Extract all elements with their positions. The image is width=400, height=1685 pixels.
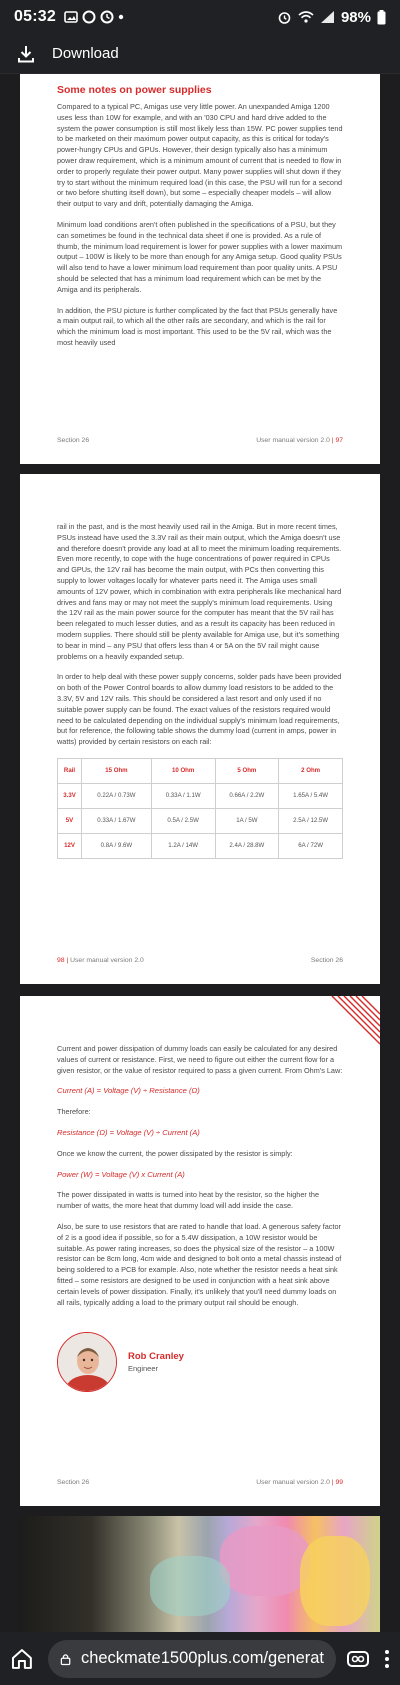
footer-section: Section 26 — [57, 1479, 90, 1486]
footer-separator: | — [331, 437, 334, 444]
table-header: 10 Ohm — [151, 758, 215, 783]
formula-current: Current (A) = Voltage (V) ÷ Resistance (Ω) — [57, 1086, 200, 1096]
table-cell: 0.5A / 2.5W — [151, 808, 215, 833]
table-cell: 0.8A / 9.6W — [82, 833, 152, 858]
pdf-page-99 — [20, 996, 380, 1506]
table-cell: 3.3V — [58, 783, 82, 808]
image-notification-icon — [64, 10, 78, 24]
author-name: Rob Cranley — [128, 1351, 184, 1363]
tab-switcher-icon[interactable] — [346, 1649, 370, 1669]
table-header-row — [58, 758, 343, 783]
sync-icon — [82, 10, 96, 24]
author-role: Engineer — [128, 1364, 159, 1374]
table-header: Rail — [58, 758, 82, 783]
table-cell: 12V — [58, 833, 82, 858]
table-cell: 0.33A / 1.1W — [151, 783, 215, 808]
dummy-load-table — [57, 758, 343, 859]
signal-icon — [320, 10, 335, 24]
author-avatar — [57, 1332, 117, 1392]
page-footer — [57, 957, 343, 964]
table-cell: 0.33A / 1.67W — [82, 808, 152, 833]
table-cell: 6A / 72W — [279, 833, 343, 858]
pdf-page-98 — [20, 474, 380, 984]
more-options-icon[interactable] — [384, 1648, 390, 1670]
table-cell: 1.65A / 5.4W — [279, 783, 343, 808]
paragraph: Also, be sure to use resistors that are rated to handle that load. A generous safety factor of 2 is a good idea if possible, so for a 5.4W dissipation, a 10W resistor would be suitable. As power rating increases, so does the physical size of the resistor – a 100W resistor can be 8cm long, 4cm wide and designed to bolt onto a metal chassis instead of being soldered to a PCB for example. Also, note whether the resistor needs a heat sink fitted – some resistors are designed to be used in conjunction with a heat sink above certain levels of power dissipation. Finally, it's unlikely that you'll need dummy loads on all rails, typically adding a load to the primary output rail should be enough. — [57, 1221, 342, 1307]
paragraph: Compared to a typical PC, Amigas use very little power. An unexpanded Amiga 1200 uses less than 10W for example, and with an '030 CPU and hard drive added to the system the power consumption is still most likely less than 15W. PC power supplies tend to be marketed on their maximum power output capacity, as this is critical for today's power-hungry CPUs and GPUs. However, their design typically also has a minimum power draw requirement, which is a minimum amount of current that is needed to flow in order to properly regulate their power output. Many power supplies will shut down if they try to start without the minimum required load (in this case, the PSU will run for a second or two before shutting itself down), but some – especially cheaper models – will allow their output to vary and drift, potentially damaging the Amiga. — [57, 102, 343, 209]
footer-manual-version: User manual version 2.0 — [256, 437, 330, 444]
formula-power: Power (W) = Voltage (V) x Current (A) — [57, 1169, 185, 1179]
table-header: 2 Ohm — [279, 758, 343, 783]
table-cell: 2.4A / 28.8W — [215, 833, 279, 858]
footer-separator: | — [66, 957, 69, 964]
paragraph: rail in the past, and is the most heavily used rail in the Amiga. But in more recent times, PSUs instead have used the 3.3V rail as their main output, which the Amiga doesn't use and therefore doesn't provide any load at all to meet the minimum loading requirements. Even more recently, to cope with the huge concentrations of power required in CPUs and GPUs, the 12V rail has become the main output, with PCs then converting this supply to lower voltages locally for whatever parts need it. The Amiga uses small amounts of 12V power, which in combination with extra peripherals like mechanical hard drives and fans may or may not meet the supply's minimum load requirements. Using the 12V rail as the main power source for the computer has meant that the 5V rail has been relegated to much lesser duties, and as a result its capacity has been reduced in modern supplies. There should still be plenty available for Amiga use, but it's something to bear in mind – any PSU that offers less than 4 or 5A on the 5V rail might cause problems on a heavily expanded setup. — [57, 522, 342, 661]
table-header: 15 Ohm — [82, 758, 152, 783]
table-cell: 5V — [58, 808, 82, 833]
alarm-icon — [277, 10, 292, 25]
browser-bottom-bar — [0, 1632, 400, 1685]
paragraph: In addition, the PSU picture is further complicated by the fact that PSUs generally have a main output rail, to which all the other rails are secondary, and which is the rail for which the minimum load is most important. This used to be the 5V rail, which was the most heavily used — [57, 305, 338, 347]
paragraph: Therefore: — [57, 1107, 91, 1117]
page-footer — [57, 437, 343, 444]
section-heading: Some notes on power supplies — [57, 84, 212, 96]
home-icon[interactable] — [10, 1647, 34, 1671]
download-bar[interactable] — [0, 34, 400, 74]
download-label[interactable]: Download — [52, 45, 119, 62]
url-text[interactable]: checkmate1500plus.com/generat — [80, 1649, 324, 1667]
page-number: 97 — [335, 437, 343, 444]
url-bar[interactable] — [48, 1640, 336, 1678]
table-cell: 1A / 5W — [215, 808, 279, 833]
paragraph: In order to help deal with these power supply concerns, solder pads have been provided on both of the Power Control boards to allow dummy load resistors to be added to the 3.3V, 5V and 12V rails. This should be considered a last resort and only used if no suitable power supply can be found. The exact values of the resistors required would need to be calculated depending on the individual supply's minimum load requirements, but for reference, the following table shows the dummy load (current in amps, power in watts) provided by certain resistors on each rail: — [57, 672, 342, 747]
table-cell: 0.22A / 0.73W — [82, 783, 152, 808]
footer-section: Section 26 — [310, 957, 343, 964]
dot-icon — [118, 14, 124, 20]
footer-manual-version: User manual version 2.0 — [70, 957, 144, 964]
pdf-page-image-preview — [20, 1516, 380, 1632]
paragraph: Current and power dissipation of dummy loads can easily be calculated for any desired values of current or resistance. First, we need to figure out either the current flow for a given resistor, or the value of resistor required to pass a given current. From Ohm's Law: — [57, 1044, 343, 1075]
formula-resistance: Resistance (Ω) = Voltage (V) ÷ Current (A) — [57, 1127, 200, 1137]
table-row — [58, 783, 343, 808]
table-row — [58, 808, 343, 833]
status-bar — [0, 0, 400, 34]
pdf-page-97 — [20, 74, 380, 464]
page-number: 98 — [57, 957, 65, 964]
paragraph: Once we know the current, the power dissipated by the resistor is simply: — [57, 1148, 293, 1158]
battery-level: 98% — [340, 8, 371, 26]
status-right — [277, 9, 386, 26]
download-icon[interactable] — [16, 44, 36, 64]
notification-icons — [64, 10, 124, 24]
table-row — [58, 833, 343, 858]
table-header: 5 Ohm — [215, 758, 279, 783]
table-cell: 0.66A / 2.2W — [215, 783, 279, 808]
paragraph: Minimum load conditions aren't often published in the specifications of a PSU, but they can sometimes be found in the technical data sheet if one is provided. As a rule of thumb, the minimum load requirement is lower for power supplies with a lower maximum output – 100W is likely to be more than enough for any Amiga setup. Good quality PSUs will also tend to have a lower minimum load requirement than poor quality units. A PSU should be selected that has a minimum load requirement which can be met by the Amiga and its peripherals. — [57, 219, 343, 294]
battery-icon — [377, 10, 386, 25]
refresh-circle-icon — [100, 10, 114, 24]
author-block — [57, 1332, 343, 1392]
wifi-icon — [298, 10, 314, 24]
table-cell: 2.5A / 12.5W — [279, 808, 343, 833]
footer-manual-version: User manual version 2.0 — [256, 1479, 330, 1486]
paragraph: The power dissipated in watts is turned into heat by the resistor, so the higher the number of watts, the more heat that dummy load will add inside the case. — [57, 1190, 320, 1211]
page-footer — [57, 1479, 343, 1486]
footer-section: Section 26 — [57, 437, 90, 444]
status-time: 05:32 — [14, 8, 56, 25]
lock-icon[interactable] — [60, 1650, 71, 1668]
footer-separator: | — [331, 1479, 334, 1486]
table-cell: 1.2A / 14W — [151, 833, 215, 858]
page-number: 99 — [335, 1479, 343, 1486]
